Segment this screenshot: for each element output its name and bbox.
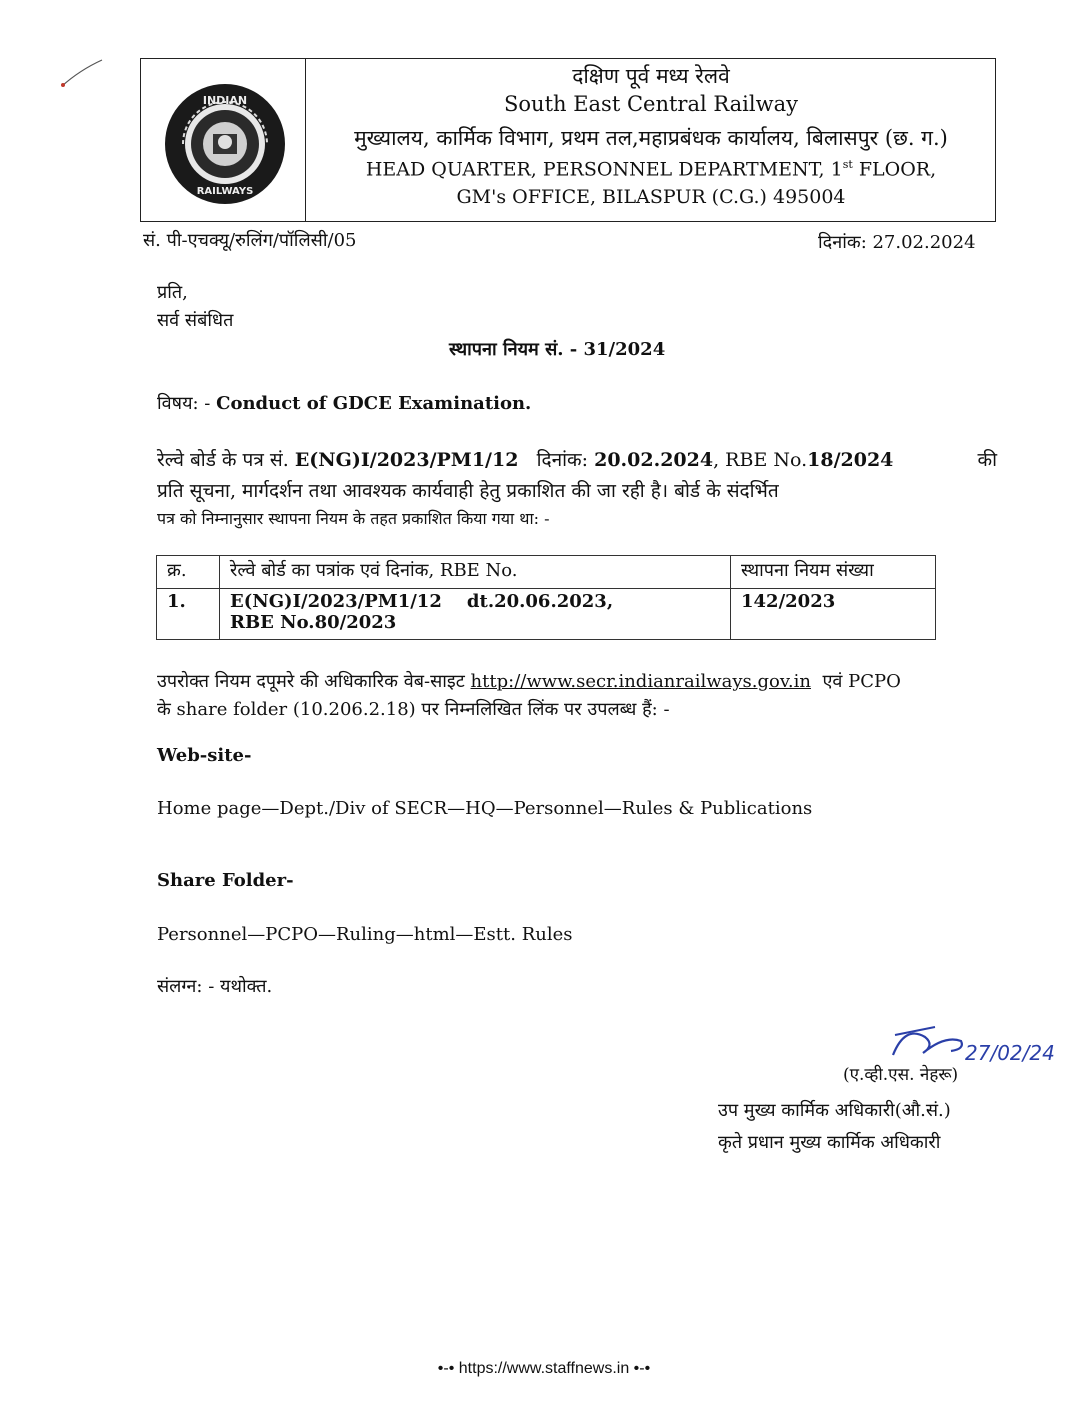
table-cell-rule: 142/2023 (731, 589, 936, 640)
header-english-address-2: GM's OFFICE, BILASPUR (C.G.) 495004 (456, 186, 846, 208)
footer-watermark: •-• https://www.staffnews.in •-• (437, 1360, 651, 1377)
body-line-3: पत्र को निम्नानुसार स्थापना नियम के तहत प्रकाशित किया गया था: - (157, 509, 550, 528)
website-path: Home page—Dept./Div of SECR—HQ—Personnel—Rules & Publications (157, 798, 813, 819)
header-hindi-railway: दक्षिण पूर्व मध्य रेलवे (572, 64, 730, 88)
letterhead-divider (305, 58, 306, 222)
signatory-designation: उप मुख्य कार्मिक अधिकारी(औ.सं.) (718, 1100, 951, 1121)
subject-label: विषय: - (157, 393, 211, 414)
reference-table (156, 555, 936, 640)
reference-number: सं. पी-एचक्यू/रुलिंग/पॉलिसी/05 (143, 230, 357, 251)
website-heading: Web-site- (157, 745, 252, 766)
header-english-address-1: HEAD QUARTER, PERSONNEL DEPARTMENT, 1st FLOOR, (365, 158, 937, 181)
table-cell-sr: 1. (157, 589, 220, 640)
pen-mark (60, 58, 104, 88)
recipient-all: सर्व संबंधित (157, 310, 234, 331)
table-row (157, 589, 936, 640)
table-header-letter: रेल्वे बोर्ड का पत्रांक एवं दिनांक, RBE No. (220, 556, 731, 589)
subject-line (157, 391, 531, 415)
enclosure: संलग्न: - यथोक्त. (157, 976, 273, 997)
signatory-for: कृते प्रधान मुख्य कार्मिक अधिकारी (718, 1132, 941, 1153)
share-folder-heading: Share Folder- (157, 870, 294, 891)
rule-title: स्थापना नियम सं. - 31/2024 (449, 339, 666, 360)
availability-line-1: उपरोक्त नियम दपूमरे की अधिकारिक वेब-साइट http://www.secr.indianrailways.gov.in एवं PCPO (157, 671, 901, 692)
recipient-to: प्रति, (157, 282, 188, 303)
indian-railways-logo (163, 82, 287, 206)
website-link[interactable]: http://www.secr.indianrailways.gov.in (470, 671, 811, 692)
table-header-row (157, 556, 936, 589)
header-hindi-address: मुख्यालय, कार्मिक विभाग, प्रथम तल,महाप्रबंधक कार्यालय, बिलासपुर (छ. ग.) (354, 126, 948, 150)
table-header-sr: क्र. (157, 556, 220, 589)
body-line-1: रेल्वे बोर्ड के पत्र सं. E(NG)I/2023/PM1/12 दिनांक: 20.02.2024, RBE No.18/2024 की (157, 449, 997, 471)
subject-text: Conduct of GDCE Examination. (216, 393, 532, 414)
letter-date: दिनांक: 27.02.2024 (818, 232, 976, 253)
signatory-name: (ए.व्ही.एस. नेहरू) (843, 1065, 959, 1085)
share-folder-path: Personnel—PCPO—Ruling—html—Estt. Rules (157, 924, 573, 945)
header-english-railway: South East Central Railway (504, 92, 798, 116)
table-header-rule: स्थापना नियम संख्या (731, 556, 936, 589)
svg-text:RAILWAYS: RAILWAYS (196, 186, 254, 197)
svg-text:INDIAN: INDIAN (202, 94, 248, 107)
body-line-2: प्रति सूचना, मार्गदर्शन तथा आवश्यक कार्यवाही हेतु प्रकाशित की जा रही है। बोर्ड के संदर्भित (157, 480, 779, 502)
availability-line-2: के share folder (10.206.2.18) पर निम्नलिखित लिंक पर उपलब्ध हैं: - (157, 699, 670, 720)
handwritten-date: 27/02/24 (965, 1041, 1055, 1065)
table-cell-letter: E(NG)I/2023/PM1/12 dt.20.06.2023, RBE No.80/2023 (220, 589, 731, 640)
